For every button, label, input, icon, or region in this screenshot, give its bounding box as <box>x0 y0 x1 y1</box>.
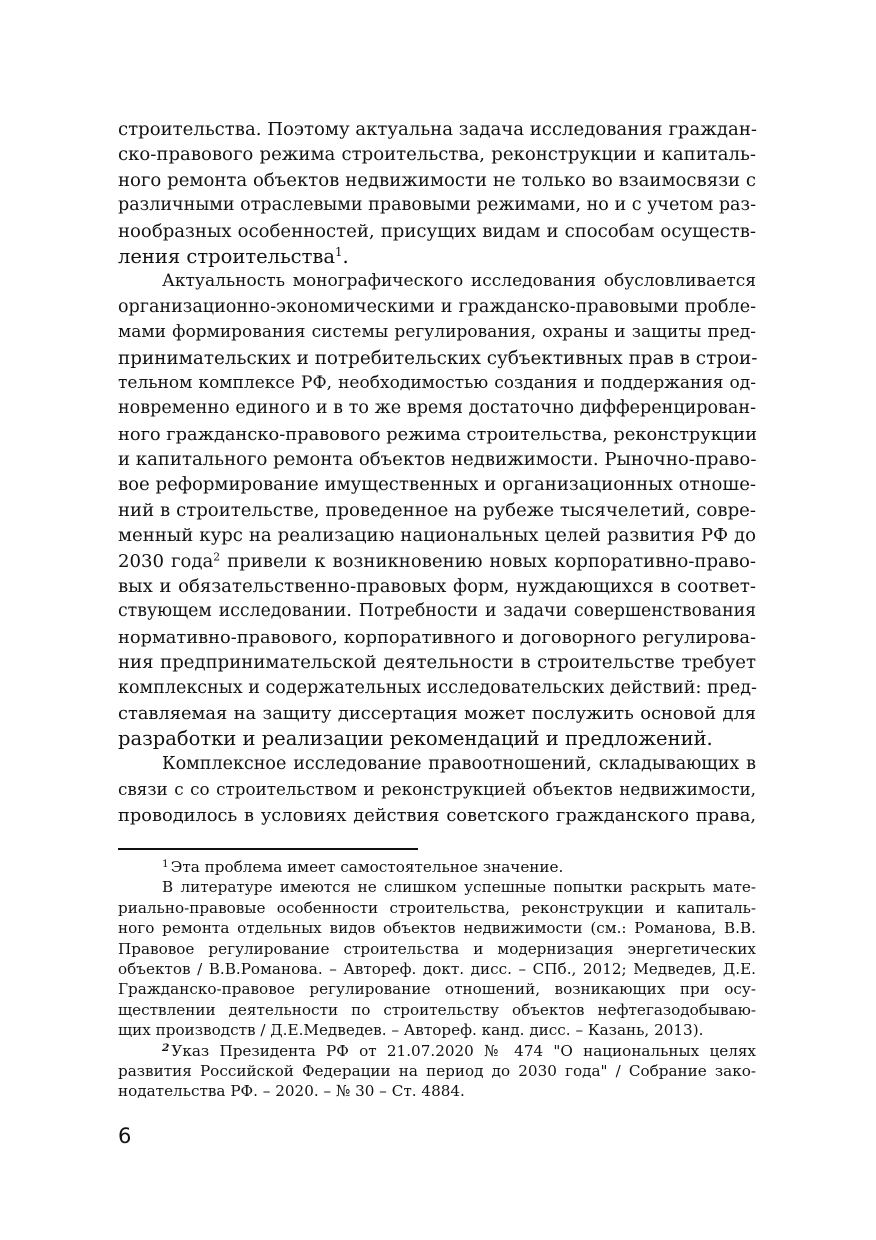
footnote-1-line: ного ремонта отдельных видов объектов недвижимости (см.: Романова, В.В. <box>118 919 756 938</box>
text-segment: . <box>342 244 349 268</box>
footnote-1-line: риально-правовые особенности строительства, реконструкции и капиталь- <box>118 898 756 917</box>
footnote-separator <box>118 848 418 850</box>
footnote-1-line: Правовое регулирование строительства и модернизация энергетических <box>118 939 756 958</box>
footnote-1-line: В литературе имеются не слишком успешные попытки раскрыть мате- <box>162 878 756 897</box>
text-line: и капитального ремонта объектов недвижимости. Рыночно-право- <box>118 449 757 471</box>
text-line: проводилось в условиях действия советского гражданского права, <box>118 804 756 826</box>
footnote-1-line <box>118 857 756 877</box>
text-line: тельном комплексе РФ, необходимостью создания и поддержания од- <box>118 372 756 393</box>
footnote-1-line: Гражданско-правовое регулирование отношений, возникающих при осу- <box>118 980 756 999</box>
main-text <box>118 117 756 828</box>
text-line: ний в строительстве, проведенное на рубеже тысячелетий, совре- <box>118 499 756 521</box>
footnote-ref-2[interactable]: 2 <box>213 550 221 564</box>
footnote-2-line: нодательства РФ. – 2020. – № 30 – Ст. 4884. <box>118 1082 465 1101</box>
text-line: вых и обязательственно-правовых форм, нуждающихся в соответ- <box>118 576 756 598</box>
text-segment: привели к возникновению новых корпоративно-право- <box>220 550 756 572</box>
text-line: различными отраслевыми правовыми режимами, но и с учетом раз- <box>118 195 756 216</box>
text-line: строительства. Поэтому актуальна задача исследования граждан- <box>118 119 757 140</box>
footnote-1-line: ществлении деятельности по строительству объектов нефтегазодобываю- <box>118 1000 756 1019</box>
text-line: ния предпринимательской деятельности в строительстве требует <box>118 652 756 674</box>
text-line <box>118 549 756 574</box>
paragraph-start-line: Актуальность монографического исследования обусловливается <box>162 271 756 292</box>
footnote-1-line: щих производств / Д.Е.Медведев. – Автореф. канд. дисс. – Казань, 2013). <box>118 1021 704 1040</box>
text-line: менный курс на реализацию национальных целей развития РФ до <box>118 525 756 547</box>
footnote-1-mark: 1 <box>162 857 169 871</box>
text-line: ско-правового режима строительства, реконструкции и капиталь- <box>118 144 756 166</box>
text-line: нообразных особенностей, присущих видам и способам осуществ- <box>118 220 756 242</box>
text-line: новременно единого и в то же время достаточно дифференцирован- <box>118 398 756 419</box>
text-line: мами формирования системы регулирования, охраны и защиты пред- <box>118 322 756 343</box>
text-line: ствующем исследовании. Потребности и задачи совершенствования <box>118 601 756 622</box>
text-line: связи с со строительством и реконструкцией объектов недвижимости, <box>118 779 756 800</box>
text-line: вое реформирование имущественных и организационных отноше- <box>118 474 756 496</box>
page-number: 6 <box>118 1124 132 1148</box>
text-line: ного ремонта объектов недвижимости не только во взаимосвязи с <box>118 169 756 191</box>
text-line: ного гражданско-правового режима строительства, реконструкции <box>118 423 758 445</box>
text-segment: Эта проблема имеет самостоятельное значение. <box>170 858 564 876</box>
text-segment: Указ Президента РФ от 21.07.2020 № 474 "О национальных целях <box>171 1041 756 1060</box>
footnote-ref-1[interactable]: 1 <box>335 244 343 259</box>
footnote-1-line: объектов / В.В.Романова. – Автореф. докт. дисс. – СПб., 2012; Медведев, Д.Е. <box>118 959 756 978</box>
text-line: ставляемая на защиту диссертация может послужить основой для <box>118 702 756 724</box>
text-line: принимательских и потребительских субъективных прав в строи- <box>118 347 758 369</box>
text-line <box>118 244 756 269</box>
footnote-2-mark: 2 <box>162 1040 170 1054</box>
text-line: организационно-экономическими и гражданско-правовыми пробле- <box>118 296 756 317</box>
footnotes <box>118 857 756 1102</box>
footnote-2-line: развития Российской Федерации на период до 2030 года" / Собрание зако- <box>118 1061 756 1080</box>
text-segment: ления строительства <box>118 244 335 268</box>
text-line: нормативно-правового, корпоративного и договорного регулирова- <box>118 626 756 648</box>
paragraph-start-line: Комплексное исследование правоотношений, складывающих в <box>162 753 756 774</box>
footnote-2-line <box>118 1041 756 1061</box>
text-segment: 2030 года <box>118 550 214 572</box>
text-line: комплексных и содержательных исследовательских действий: пред- <box>118 677 757 698</box>
text-line: разработки и реализации рекомендаций и предложений. <box>118 727 713 751</box>
